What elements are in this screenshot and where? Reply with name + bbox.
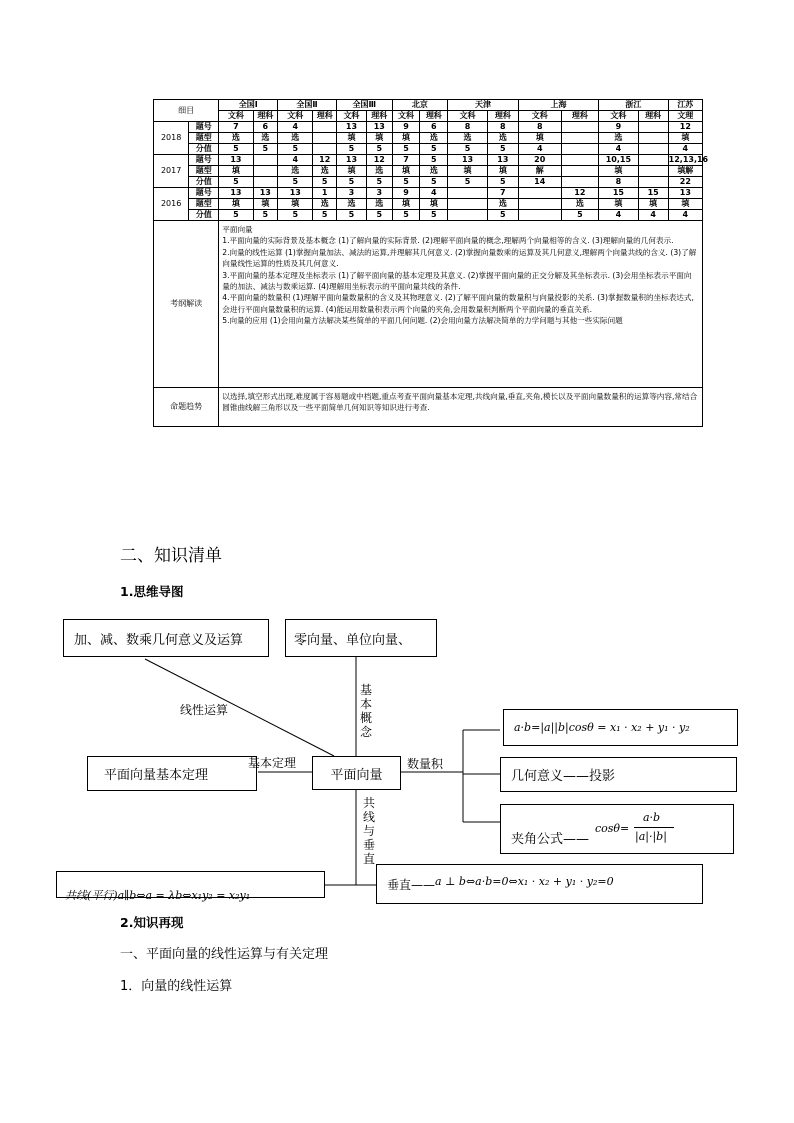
sub-sub-heading: 1．向量的线性运算 bbox=[120, 979, 233, 994]
table-cell: 22 bbox=[668, 177, 702, 188]
angle-formula-box bbox=[500, 804, 734, 854]
table-cell: 5 bbox=[278, 177, 313, 188]
table-cell: 20 bbox=[518, 155, 561, 166]
table-cell: 5 bbox=[561, 210, 598, 221]
table-cell: 6 bbox=[253, 122, 278, 133]
sub-header: 文科 bbox=[219, 111, 253, 122]
knowledge-heading: 2.知识再现 bbox=[120, 915, 184, 930]
exam-text-line: 1.平面向量的实际背景及基本概念 (1)了解向量的实际背景. (2)理解平面向量的概念,理解两个向量相等的含义. (3)理解向量的几何表示. bbox=[222, 236, 674, 246]
table-cell: 7 bbox=[487, 188, 518, 199]
table-cell: 选 bbox=[253, 133, 278, 144]
table-cell: 填 bbox=[219, 166, 253, 177]
table-cell: 填 bbox=[599, 199, 639, 210]
table-cell: 填 bbox=[336, 133, 366, 144]
table-cell: 填 bbox=[392, 166, 420, 177]
table-cell: 选 bbox=[366, 199, 392, 210]
sub-header: 文科 bbox=[278, 111, 313, 122]
row-label: 题型 bbox=[189, 199, 219, 210]
table-cell: 填 bbox=[518, 133, 561, 144]
table-cell: 5 bbox=[219, 177, 253, 188]
region-header: 全国Ⅰ bbox=[219, 100, 278, 111]
table-cell: 13 bbox=[278, 188, 313, 199]
region-header: 上海 bbox=[518, 100, 598, 111]
table-cell: 5 bbox=[313, 177, 337, 188]
table-cell: 1 bbox=[313, 188, 337, 199]
table-cell: 5 bbox=[420, 155, 448, 166]
table-cell: 填 bbox=[668, 133, 702, 144]
dot-label: 数量积 bbox=[407, 757, 444, 771]
table-cell: 填 bbox=[487, 166, 518, 177]
table-cell: 5 bbox=[278, 210, 313, 221]
table-cell: 填 bbox=[336, 166, 366, 177]
sub-header: 理科 bbox=[487, 111, 518, 122]
table-cell: 9 bbox=[599, 122, 639, 133]
table-cell: 12 bbox=[313, 155, 337, 166]
angle-lhs: cosθ= bbox=[595, 822, 630, 835]
row-label: 题型 bbox=[189, 133, 219, 144]
table-cell: 13 bbox=[487, 155, 518, 166]
table-cell: 12,13,16 bbox=[668, 155, 709, 164]
trend-text: 以选择,填空形式出现,难度属于容易题或中档题,重点考查平面向量基本定理,共线向量,垂直,夹角,模长以及平面向量数量积的运算等内容,常结合圆锥曲线解三角形以及一些平面简单几何知识等知识进行考查. bbox=[219, 388, 703, 427]
sub-header: 理科 bbox=[313, 111, 337, 122]
table-corner: 细目 bbox=[154, 100, 219, 122]
angle-prefix: 夹角公式—— bbox=[511, 832, 590, 847]
table-cell: 选 bbox=[448, 133, 488, 144]
zero-vector-box bbox=[285, 619, 437, 657]
table-cell: 15 bbox=[599, 188, 639, 199]
table-cell: 13 bbox=[253, 188, 278, 199]
table-cell: 5 bbox=[313, 210, 337, 221]
geo-meaning-text: 几何意义——投影 bbox=[511, 769, 616, 784]
exam-text-line: 5.向量的应用 (1)会用向量方法解决某些简单的平面几何问题. (2)会用向量方法解决简单的力学问题与其他一些实际问题 bbox=[222, 316, 623, 326]
table-cell: 选 bbox=[313, 199, 337, 210]
table-cell: 选 bbox=[420, 166, 448, 177]
mindmap-heading: 1.思维导图 bbox=[120, 584, 184, 599]
table-cell: 9 bbox=[392, 122, 420, 133]
table-cell: 8 bbox=[448, 122, 488, 133]
geo-meaning-box bbox=[500, 757, 737, 792]
table-cell: 8 bbox=[487, 122, 518, 133]
table-cell: 解 bbox=[518, 166, 561, 177]
table-cell: 选 bbox=[278, 166, 313, 177]
table-cell: 5 bbox=[448, 144, 488, 155]
table-cell: 12 bbox=[668, 122, 702, 133]
table-cell: 填 bbox=[638, 199, 668, 210]
table-cell: 5 bbox=[366, 144, 392, 155]
table-cell: 5 bbox=[420, 177, 448, 188]
sub-header: 文科 bbox=[448, 111, 488, 122]
table-cell: 4 bbox=[420, 188, 448, 199]
table-cell: 4 bbox=[599, 144, 639, 155]
table-cell: 选 bbox=[561, 199, 598, 210]
table-cell: 4 bbox=[278, 155, 313, 166]
table-cell: 填 bbox=[278, 199, 313, 210]
sub-header: 理科 bbox=[561, 111, 598, 122]
region-header: 江苏 bbox=[668, 100, 702, 111]
table-cell: 5 bbox=[336, 210, 366, 221]
table-cell: 4 bbox=[599, 210, 639, 221]
sub-header: 理科 bbox=[638, 111, 668, 122]
sub-header: 理科 bbox=[420, 111, 448, 122]
table-cell: 填 bbox=[253, 199, 278, 210]
table-cell: 选 bbox=[487, 199, 518, 210]
table-cell: 5 bbox=[253, 210, 278, 221]
table-cell: 5 bbox=[219, 210, 253, 221]
table-cell: 填 bbox=[392, 133, 420, 144]
table-cell: 4 bbox=[668, 210, 702, 221]
year-cell: 2017 bbox=[154, 155, 189, 188]
table-cell: 5 bbox=[487, 177, 518, 188]
collinear-box bbox=[56, 871, 325, 902]
table-cell: 5 bbox=[487, 144, 518, 155]
dot-formula-box bbox=[503, 709, 738, 746]
table-cell: 5 bbox=[420, 210, 448, 221]
sub-header: 文科 bbox=[336, 111, 366, 122]
angle-numerator: a·b bbox=[643, 811, 661, 824]
table-cell: 13 bbox=[668, 188, 702, 199]
table-cell: 5 bbox=[487, 210, 518, 221]
row-label: 题型 bbox=[189, 166, 219, 177]
year-cell: 2016 bbox=[154, 188, 189, 221]
sub-header: 文科 bbox=[599, 111, 639, 122]
table-cell: 选 bbox=[366, 166, 392, 177]
row-label: 分值 bbox=[189, 210, 219, 221]
table-cell: 选 bbox=[313, 166, 337, 177]
table-cell: 填 bbox=[392, 199, 420, 210]
collinear-formula: 共线(平行)a∥b⇔a = λb⇔x₁y₂ = x₂y₁ bbox=[65, 889, 251, 902]
region-header: 全国Ⅲ bbox=[336, 100, 392, 111]
region-header: 天津 bbox=[448, 100, 519, 111]
table-cell: 填 bbox=[366, 133, 392, 144]
table-cell: 5 bbox=[253, 144, 278, 155]
table-cell: 5 bbox=[336, 177, 366, 188]
table-cell: 9 bbox=[392, 188, 420, 199]
center-node bbox=[312, 756, 401, 790]
table-cell: 5 bbox=[392, 144, 420, 155]
sub-heading: 一、平面向量的线性运算与有关定理 bbox=[120, 947, 329, 962]
table-cell: 选 bbox=[336, 199, 366, 210]
exam-label: 考纲解读 bbox=[154, 221, 219, 388]
table-cell: 7 bbox=[392, 155, 420, 166]
sub-header: 文科 bbox=[518, 111, 561, 122]
table-cell: 12 bbox=[561, 188, 598, 199]
table-cell: 选 bbox=[278, 133, 313, 144]
theorem-box bbox=[87, 756, 257, 791]
table-cell: 8 bbox=[599, 177, 639, 188]
angle-denominator: |a|·|b| bbox=[635, 830, 667, 843]
table-cell: 5 bbox=[392, 177, 420, 188]
region-header: 全国Ⅱ bbox=[278, 100, 337, 111]
table-cell: 选 bbox=[599, 133, 639, 144]
exam-text-line: 平面向量 bbox=[222, 225, 253, 234]
table-cell: 填解 bbox=[668, 166, 702, 177]
table-cell: 5 bbox=[219, 144, 253, 155]
theorem-text: 平面向量基本定理 bbox=[104, 768, 209, 783]
row-label: 题号 bbox=[189, 122, 219, 133]
table-cell: 5 bbox=[366, 177, 392, 188]
table-cell: 5 bbox=[336, 144, 366, 155]
table-cell: 13 bbox=[336, 155, 366, 166]
section-title: 二、知识清单 bbox=[120, 546, 222, 566]
center-text: 平面向量 bbox=[330, 767, 383, 783]
table-cell: 13 bbox=[219, 188, 253, 199]
table-cell: 4 bbox=[668, 144, 702, 155]
table-cell: 选 bbox=[487, 133, 518, 144]
table-cell: 5 bbox=[448, 177, 488, 188]
table-cell: 4 bbox=[278, 122, 313, 133]
theorem-label: 基本定理 bbox=[248, 756, 297, 770]
trend-label: 命题趋势 bbox=[154, 388, 219, 427]
table-cell: 5 bbox=[392, 210, 420, 221]
row-label: 题号 bbox=[189, 188, 219, 199]
table-cell: 4 bbox=[518, 144, 561, 155]
perp-prefix: 垂直—— bbox=[387, 877, 436, 892]
table-cell: 12 bbox=[366, 155, 392, 166]
linear-ops-text: 加、减、数乘几何意义及运算 bbox=[74, 632, 244, 648]
table-cell: 13 bbox=[366, 122, 392, 133]
table-cell: 选 bbox=[420, 133, 448, 144]
perp-formula: a ⊥ b⇔a·b=0⇔x₁ · x₂ + y₁ · y₂=0 bbox=[435, 874, 614, 888]
table-cell: 选 bbox=[219, 133, 253, 144]
table-cell: 6 bbox=[420, 122, 448, 133]
table-cell: 7 bbox=[219, 122, 253, 133]
row-label: 分值 bbox=[189, 177, 219, 188]
table-cell: 15 bbox=[638, 188, 668, 199]
table-cell: 5 bbox=[278, 144, 313, 155]
linear-label: 线性运算 bbox=[180, 703, 229, 717]
exam-text-line: 2.向量的线性运算 (1)掌握向量加法、减法的运算,并理解其几何意义. (2)掌握向量数乘的运算及其几何意义,理解两个向量共线的含义. (3)了解向量线性运算的性质及其几何意义. bbox=[222, 247, 697, 269]
table-cell: 填 bbox=[599, 166, 639, 177]
table-cell: 3 bbox=[366, 188, 392, 199]
table-cell: 3 bbox=[336, 188, 366, 199]
region-header: 浙江 bbox=[599, 100, 669, 111]
exam-text-line: 4.平面向量的数量积 (1)理解平面向量数量积的含义及其物理意义. (2)了解平面向量的数量积与向量投影的关系. (3)掌握数量积的坐标表达式,会进行平面向量数量积的运算. (4)能运用数量积表示两个向量的夹角,会用数量积判断两个平面向量的垂直关系. bbox=[222, 293, 694, 314]
table-cell: 填 bbox=[219, 199, 253, 210]
table-cell: 10,15 bbox=[599, 155, 639, 166]
table-cell: 13 bbox=[336, 122, 366, 133]
table-cell: 填 bbox=[448, 166, 488, 177]
sub-header: 文科 bbox=[392, 111, 420, 122]
table-cell: 8 bbox=[518, 122, 561, 133]
perp-box bbox=[376, 864, 703, 904]
table-cell: 填 bbox=[420, 199, 448, 210]
table-cell: 13 bbox=[448, 155, 488, 166]
table-cell: 4 bbox=[638, 210, 668, 221]
row-label: 分值 bbox=[189, 144, 219, 155]
fraction-bar bbox=[634, 827, 674, 828]
sub-header: 理科 bbox=[366, 111, 392, 122]
sub-header: 文理 bbox=[668, 111, 702, 122]
region-header: 北京 bbox=[392, 100, 448, 111]
year-cell: 2018 bbox=[154, 122, 189, 155]
table-cell: 5 bbox=[366, 210, 392, 221]
exam-text-line: 3.平面向量的基本定理及坐标表示 (1)了解平面向量的基本定理及其意义. (2)掌握平面向量的正交分解及其坐标表示. (3)会用坐标表示平面向量的加法、减法与数乘运算. (4)理解用坐标表示的平面向量共线的条件. bbox=[222, 270, 692, 292]
linear-ops-box bbox=[63, 619, 269, 657]
table-cell: 填 bbox=[668, 199, 702, 210]
row-label: 题号 bbox=[189, 155, 219, 166]
table-cell: 13 bbox=[219, 155, 253, 166]
dot-formula: a·b=|a||b|cosθ = x₁ · x₂ + y₁ · y₂ bbox=[514, 721, 690, 734]
collinear-label: 共线与垂直 bbox=[362, 796, 375, 866]
table-cell: 14 bbox=[518, 177, 561, 188]
concept-label: 基本概念 bbox=[359, 683, 372, 739]
zero-vector-text: 零向量、单位向量、 bbox=[294, 632, 412, 648]
table-cell: 5 bbox=[420, 144, 448, 155]
sub-header: 理科 bbox=[253, 111, 278, 122]
